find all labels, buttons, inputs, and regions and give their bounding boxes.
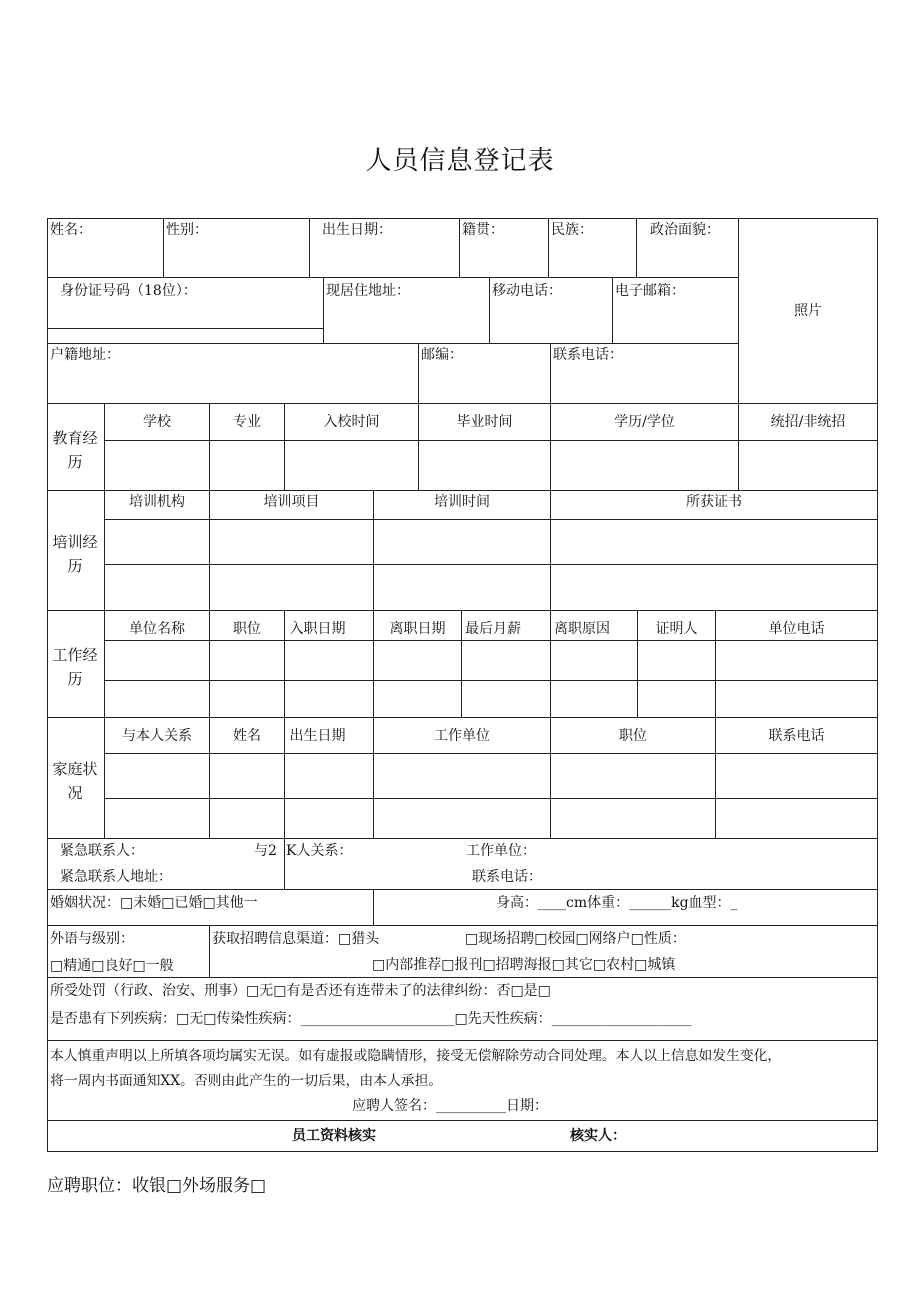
household-address-label: 户籍地址： xyxy=(50,347,120,363)
disease-question: 是否患有下列疾病：□无□传染性疾病：______________________□先天性疾病：____________________ xyxy=(50,1011,692,1027)
mobile-label: 移动电话： xyxy=(492,283,562,299)
ethnicity-label: 民族： xyxy=(551,222,593,238)
recruitment-channel-label: 获取招聘信息渠道：□猎头 xyxy=(212,931,380,947)
page-title: 人员信息登记表 xyxy=(365,146,555,176)
family-header: 工作单位 xyxy=(434,728,490,744)
education-header: 统招/非统招 xyxy=(770,414,846,430)
postcode-label: 邮编： xyxy=(421,347,463,363)
work-header: 证明人 xyxy=(655,621,698,637)
emergency-phone-label: 联系电话： xyxy=(472,869,542,885)
education-header: 学校 xyxy=(143,414,171,430)
contact-phone-label: 联系电话： xyxy=(553,347,623,363)
marital-status-label: 婚姻状况：□未婚□已婚□其他一 xyxy=(50,895,258,911)
verification-label: 员工资料核实 xyxy=(292,1128,376,1144)
emergency-work-unit-label: 工作单位： xyxy=(466,843,536,859)
birthdate-label: 出生日期： xyxy=(322,222,392,238)
education-header: 毕业时间 xyxy=(456,414,513,430)
work-header: 离职日期 xyxy=(389,621,446,637)
declaration-text-2: 将一周内书面通知XX。否则由此产生的一切后果，由本人承担。 xyxy=(50,1073,443,1089)
declaration-text: 本人慎重声明以上所填各项均属实无误。如有虚报或隐瞒情形，接受无偿解除劳动合同处理。本人以上信息如发生变化， xyxy=(50,1048,782,1064)
work-header: 离职原因 xyxy=(554,621,610,637)
education-header: 学历/学位 xyxy=(614,414,675,430)
training-header: 培训机构 xyxy=(129,494,185,510)
education-header: 专业 xyxy=(233,414,261,430)
family-header: 联系电话 xyxy=(768,728,825,744)
name-label: 姓名： xyxy=(50,222,92,238)
emergency-relation-label: K人关系： xyxy=(286,843,353,859)
punishment-question: 所受处罚（行政、治安、刑事）□无□有是否还有连带未了的法律纠纷：否□是□ xyxy=(50,983,551,999)
family-header: 姓名 xyxy=(233,728,261,744)
work-header: 最后月薪 xyxy=(465,621,521,637)
email-label: 电子邮箱： xyxy=(615,283,685,299)
emergency-relation-prefix: 与2 xyxy=(254,843,277,859)
education-section-label: 教育经历 xyxy=(52,429,98,471)
training-section-label: 培训经历 xyxy=(52,533,98,575)
training-header: 所获证书 xyxy=(686,494,742,510)
political-status-label: 政治面貌： xyxy=(650,222,720,238)
native-place-label: 籍贯： xyxy=(462,222,504,238)
family-header: 出生日期 xyxy=(289,728,346,744)
work-header: 单位电话 xyxy=(768,621,825,637)
language-level-label: 外语与级别： xyxy=(50,931,134,947)
training-header: 培训时间 xyxy=(434,494,490,510)
body-measurements: 身高：____cm体重：______kg血型：_ xyxy=(496,895,738,911)
family-header: 与本人关系 xyxy=(122,728,192,744)
position-applied: 应聘职位：收银□外场服务□ xyxy=(47,1176,267,1196)
work-section-label: 工作经历 xyxy=(52,646,98,688)
verifier-label: 核实人： xyxy=(570,1128,626,1144)
id-number-label: 身份证号码（18位）： xyxy=(60,283,197,299)
emergency-contact-label: 紧急联系人： xyxy=(60,843,144,859)
recruitment-channel-options: □现场招聘□校园□网络户□性质： xyxy=(465,931,686,947)
training-header: 培训项目 xyxy=(263,494,320,510)
signature-date-line: 应聘人签名：__________日期： xyxy=(352,1098,548,1114)
language-level-options: □精通□良好□一般 xyxy=(50,958,174,974)
education-header: 入校时间 xyxy=(323,414,380,430)
work-header: 单位名称 xyxy=(129,621,185,637)
recruitment-channel-options-2: □内部推荐□报刊□招聘海报□其它□农村□城镇 xyxy=(372,957,676,973)
work-header: 入职日期 xyxy=(289,621,346,637)
photo-placeholder: 照片 xyxy=(794,303,822,319)
gender-label: 性别： xyxy=(166,222,208,238)
emergency-address-label: 紧急联系人地址： xyxy=(60,869,172,885)
work-header: 职位 xyxy=(233,621,261,637)
family-section-label: 家庭状况 xyxy=(52,760,98,802)
family-header: 职位 xyxy=(619,728,647,744)
current-address-label: 现居住地址： xyxy=(326,283,410,299)
